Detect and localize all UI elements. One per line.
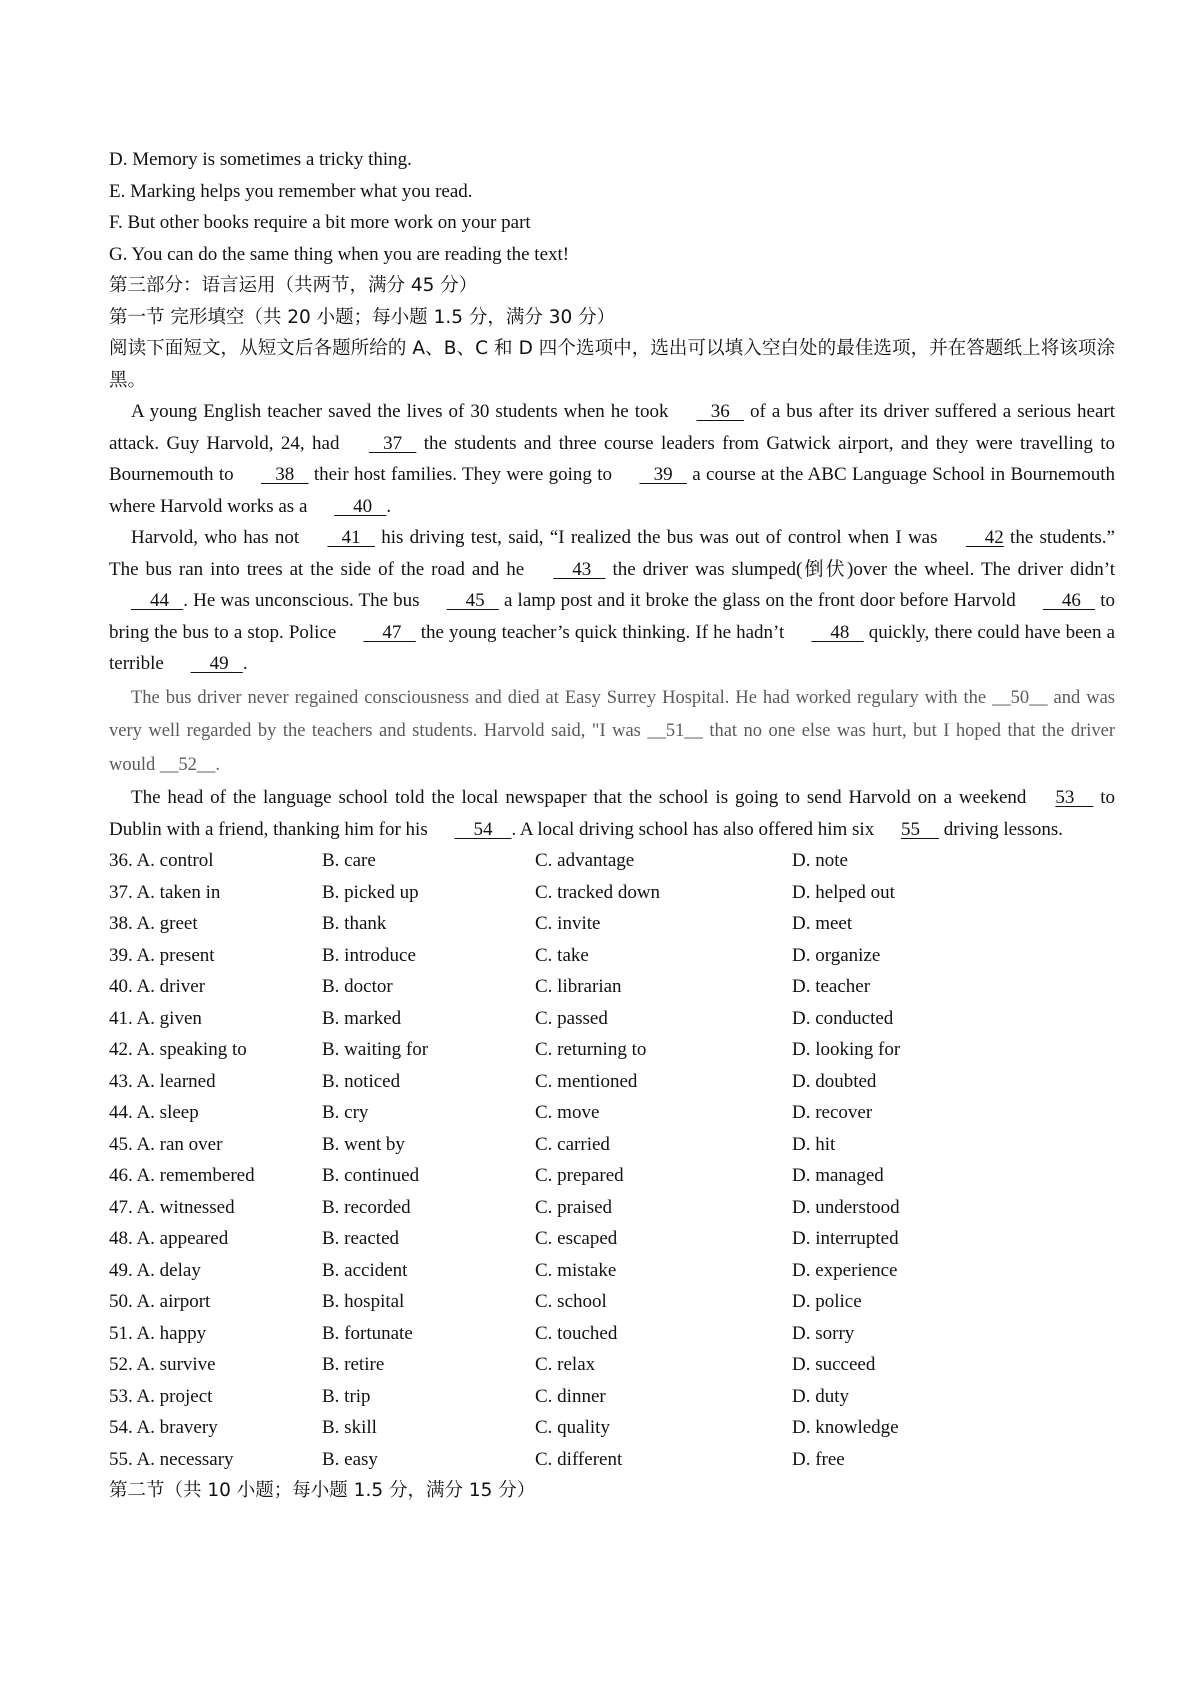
option-d: D. free [792, 1448, 845, 1470]
option-b: B. noticed [322, 1070, 401, 1092]
passage-text: of a bus after its driver suffered a serious heart attack. Guy Harvold, 24, had [109, 401, 1115, 454]
option-a: 42. A. speaking to [109, 1039, 247, 1060]
passage-text: A young English teacher saved the lives of 30 students when he took [131, 401, 675, 422]
option-b: B. marked [322, 1007, 402, 1029]
option-b: B. fortunate [322, 1322, 413, 1344]
blank-54: 54 [454, 818, 512, 840]
passage-text: to Dublin with a friend, thanking him for his [109, 787, 1115, 840]
option-d: D. hit [792, 1133, 836, 1155]
passage-text: driving lessons. [938, 818, 1063, 840]
blank-53: 53 [1055, 787, 1094, 808]
question-row [109, 971, 1112, 1003]
option-a: 40. A. driver [109, 976, 206, 997]
question-row [109, 1003, 1112, 1035]
blank-37: 37 [368, 432, 417, 454]
option-b: B. trip [322, 1385, 371, 1407]
option-a: 52. A. survive [109, 1354, 216, 1375]
question-row [109, 1160, 1112, 1192]
option-d: D. organize [792, 944, 881, 966]
question-row [109, 877, 1112, 909]
option-a: 39. A. present [109, 944, 215, 966]
option-d: D. police [792, 1291, 862, 1312]
option-b: B. thank [322, 913, 387, 934]
passage-text: a course at the ABC Language School in Bournemouth where Harvold works as a [109, 464, 1115, 517]
passage-text: the students.” The bus ran into trees at the side of the road and he [109, 527, 1115, 580]
option-d: D. helped out [792, 881, 895, 903]
option-c: C. mentioned [535, 1070, 638, 1092]
blank-55: 55 [900, 818, 939, 840]
option-d: D. succeed [792, 1354, 876, 1375]
option-b: B. skill [322, 1417, 377, 1438]
blank-49: 49 [190, 653, 243, 674]
passage-paragraph-4 [109, 782, 1115, 845]
blank-42: 42 [965, 527, 1004, 548]
option-c: C. passed [535, 1007, 608, 1029]
option-c: C. invite [535, 913, 601, 934]
option-c: C. touched [535, 1322, 618, 1344]
blank-45: 45 [446, 590, 499, 611]
option-b: B. hospital [322, 1291, 405, 1312]
option-c: C. relax [535, 1354, 596, 1375]
blank-39: 39 [639, 464, 687, 485]
passage-text: Harvold, who has not [131, 527, 306, 548]
option-c: C. praised [535, 1196, 613, 1218]
answer-options-table [109, 845, 1112, 1475]
cloze-instructions: 阅读下面短文，从短文后各题所给的 A、B、C 和 D 四个选项中，选出可以填入空白处的最佳选项，并在答题纸上将该项涂黑。 [109, 338, 1115, 391]
question-row [109, 1223, 1112, 1255]
option-b: B. retire [322, 1354, 385, 1375]
option-c: C. mistake [535, 1259, 617, 1281]
option-c: C. carried [535, 1133, 610, 1155]
passage-text: a lamp post and it broke the glass on the front door before Harvold [498, 590, 1021, 611]
option-d: D. experience [792, 1259, 898, 1281]
option-a: 45. A. ran over [109, 1133, 223, 1155]
option-d: D. knowledge [792, 1417, 899, 1438]
option-a: 44. A. sleep [109, 1102, 199, 1123]
question-row [109, 940, 1112, 972]
option-a: 48. A. appeared [109, 1228, 229, 1249]
option-c: C. quality [535, 1417, 610, 1438]
blank-44: 44 [131, 590, 184, 611]
option-e-line: E. Marking helps you remember what you read. [109, 180, 473, 202]
option-a: 54. A. bravery [109, 1417, 218, 1438]
option-b: B. continued [322, 1165, 420, 1186]
option-d: D. recover [792, 1102, 873, 1123]
passage-text: quickly, there could have been a terrible [109, 621, 1115, 674]
option-g-line: G. You can do the same thing when you are reading the text! [109, 243, 570, 265]
option-d: D. understood [792, 1196, 900, 1218]
option-a: 51. A. happy [109, 1322, 207, 1344]
option-b: B. introduce [322, 944, 416, 966]
option-a: 50. A. airport [109, 1291, 211, 1312]
option-f-line: F. But other books require a bit more work on your part [109, 212, 531, 233]
passage-text: the students and three course leaders from Gatwick airport, and they were travelling to Bournemouth to [109, 432, 1115, 485]
option-a: 55. A. necessary [109, 1448, 234, 1470]
option-b: B. picked up [322, 881, 419, 903]
part3-heading: 第三部分：语言运用（共两节，满分 45 分） [109, 275, 478, 296]
option-b: B. reacted [322, 1228, 400, 1249]
passage-text: . [386, 495, 392, 517]
question-row [109, 845, 1112, 877]
passage-text: . A local driving school has also offered him six [511, 818, 879, 840]
option-b: B. went by [322, 1133, 405, 1155]
question-row [109, 1381, 1112, 1413]
question-row [109, 908, 1112, 940]
option-d: D. note [792, 850, 848, 871]
option-c: C. prepared [535, 1165, 624, 1186]
question-row [109, 1129, 1112, 1161]
passage-text: The head of the language school told the local newspaper that the school is going to send Harvold on a weekend [131, 787, 1034, 808]
passage-text: the young teacher’s quick thinking. If he hadn’t [415, 621, 790, 643]
question-row [109, 1444, 1112, 1476]
option-a: 53. A. project [109, 1385, 213, 1407]
passage-paragraph-3: The bus driver never regained consciousness and died at Easy Surrey Hospital. He had worked regulary with the __50__ and was very well regarded by the teachers and students. Harvold said, "I was __51__ that no one else was hurt, but I hoped that the driver would __52__. [109, 687, 1115, 775]
option-d: D. doubted [792, 1070, 877, 1092]
option-a: 41. A. given [109, 1007, 202, 1029]
blank-40: 40 [334, 495, 387, 517]
option-b: B. care [322, 850, 376, 871]
question-row [109, 1097, 1112, 1129]
question-row [109, 1318, 1112, 1350]
option-b: B. doctor [322, 976, 393, 997]
blank-36: 36 [696, 401, 745, 422]
option-c: C. take [535, 944, 589, 966]
option-c: C. school [535, 1291, 607, 1312]
option-c: C. different [535, 1448, 623, 1470]
question-row [109, 1412, 1112, 1444]
passage-paragraph-1 [109, 396, 1115, 522]
question-row [109, 1066, 1112, 1098]
option-d: D. interrupted [792, 1228, 899, 1249]
option-c: C. tracked down [535, 881, 661, 903]
passage-text: . [242, 653, 248, 674]
passage-text: their host families. They were going to [308, 464, 618, 485]
question-row [109, 1255, 1112, 1287]
section2-heading: 第二节（共 10 小题；每小题 1.5 分，满分 15 分） [109, 1480, 536, 1501]
passage-text: . He was unconscious. The bus [183, 590, 425, 611]
option-b: B. waiting for [322, 1039, 429, 1060]
question-row [109, 1349, 1112, 1381]
option-d: D. looking for [792, 1039, 901, 1060]
question-row [109, 1192, 1112, 1224]
passage-text: to bring the bus to a stop. Police [109, 590, 1115, 643]
option-b: B. easy [322, 1448, 378, 1470]
option-c: C. librarian [535, 976, 622, 997]
section1-heading: 第一节 完形填空（共 20 小题；每小题 1.5 分，满分 30 分） [109, 306, 616, 328]
option-d: D. conducted [792, 1007, 894, 1029]
option-a: 46. A. remembered [109, 1165, 255, 1186]
blank-46: 46 [1042, 590, 1096, 611]
blank-47: 47 [363, 621, 416, 643]
option-d-line: D. Memory is sometimes a tricky thing. [109, 149, 412, 170]
option-a: 36. A. control [109, 850, 214, 871]
option-a: 38. A. greet [109, 913, 198, 934]
option-c: C. returning to [535, 1039, 647, 1060]
option-a: 37. A. taken in [109, 881, 221, 903]
exam-page [109, 144, 1115, 1507]
option-b: B. accident [322, 1259, 408, 1281]
question-row [109, 1286, 1112, 1318]
passage-text: his driving test, said, “I realized the bus was out of control when I was [374, 527, 944, 548]
option-c: C. escaped [535, 1228, 618, 1249]
option-c: C. move [535, 1102, 600, 1123]
blank-43: 43 [553, 558, 606, 580]
option-a: 49. A. delay [109, 1259, 201, 1281]
blank-41: 41 [327, 527, 375, 548]
option-b: B. recorded [322, 1196, 411, 1218]
option-d: D. managed [792, 1165, 884, 1186]
passage-text: the driver was slumped(倒伏)over the wheel. The driver didn’t [605, 558, 1116, 580]
option-c: C. dinner [535, 1385, 606, 1407]
option-a: 47. A. witnessed [109, 1196, 235, 1218]
blank-38: 38 [260, 464, 309, 485]
blank-48: 48 [811, 621, 864, 643]
question-row [109, 1034, 1112, 1066]
option-d: D. meet [792, 913, 853, 934]
option-d: D. duty [792, 1385, 849, 1407]
option-b: B. cry [322, 1102, 369, 1123]
option-d: D. sorry [792, 1322, 855, 1344]
option-d: D. teacher [792, 976, 871, 997]
option-a: 43. A. learned [109, 1070, 216, 1092]
passage-paragraph-2 [109, 522, 1115, 680]
option-c: C. advantage [535, 850, 635, 871]
